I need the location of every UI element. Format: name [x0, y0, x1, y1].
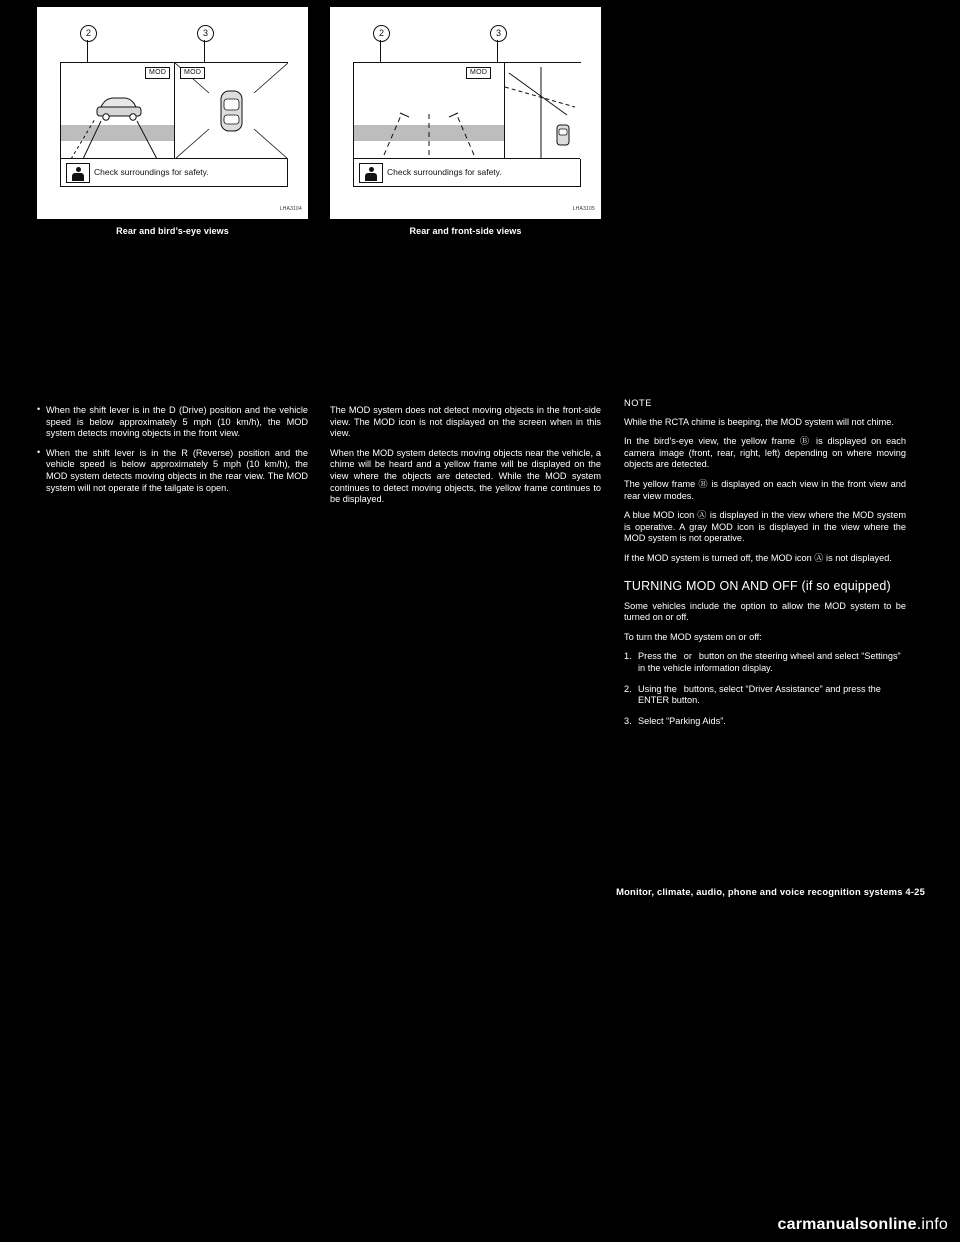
callout-3: 3 [197, 25, 214, 42]
figure-code: LHA3104 [279, 204, 303, 216]
leader-line [204, 40, 205, 62]
figure-two-inner [331, 8, 600, 218]
figure-code: LHA3105 [572, 204, 596, 216]
list-item: • When the shift lever is in the R (Reverse) position and the vehicle speed is below approximately 5 mph (10 km/h), the MOD system detects moving objects in the rear view. The MOD system will not operate if the tailgate is open. [37, 448, 308, 494]
monitor-screen [60, 62, 288, 187]
procedure-steps [624, 651, 906, 727]
warning-message-bar [354, 158, 580, 186]
watermark [778, 1216, 949, 1234]
note-paragraph: The yellow frame Ⓑ is displayed on each view in the front view and rear view modes. [624, 478, 906, 501]
warning-message-text: Check surroundings for safety. [387, 166, 502, 177]
column-three [624, 398, 906, 736]
step-item: Select “Parking Aids”. [638, 715, 726, 726]
list-item: • When the shift lever is in the D (Drive) position and the vehicle speed is below approximately 5 mph (10 km/h), the MOD system detects moving objects in the front view. [37, 405, 308, 440]
callout-2: 2 [80, 25, 97, 42]
section-paragraph: To turn the MOD system on or off: [624, 631, 762, 642]
monitor-screen [353, 62, 581, 187]
callout-2: 2 [373, 25, 390, 42]
mod-label-right: MOD [180, 67, 205, 79]
page-footer: Monitor, climate, audio, phone and voice recognition systems 4-25 [616, 886, 925, 897]
callout-3: 3 [490, 25, 507, 42]
mod-label-left: MOD [145, 67, 170, 79]
note-heading: NOTE [624, 398, 652, 408]
figure-rear-birdseye [37, 7, 308, 219]
watermark-suffix: .info [916, 1216, 948, 1233]
note-paragraph: If the MOD system is turned off, the MOD icon Ⓐ is not displayed. [624, 552, 892, 563]
figure-rear-frontside [330, 7, 601, 219]
section-heading: TURNING MOD ON AND OFF (if so equipped) [624, 578, 891, 593]
step-item: Using the buttons, select “Driver Assistance” and press the ENTER button. [638, 683, 881, 706]
paragraph: When the MOD system detects moving objects near the vehicle, a chime will be heard and a yellow frame will be displayed on the view where the objects are detected. While the MOD system continues to detect moving objects, the yellow frame continues to be displayed. [330, 447, 601, 505]
figure-two-caption: Rear and front-side views [409, 226, 522, 236]
note-paragraph: A blue MOD icon Ⓐ is displayed in the view where the MOD system is operative. A gray MOD icon is displayed in the view where the MOD system is not operative. [624, 510, 906, 544]
front-side-graphic [505, 63, 581, 159]
column-one [37, 28, 308, 502]
step-item: Press the or button on the steering wheel and select “Settings” in the vehicle information display. [638, 651, 901, 673]
figure-one-inner [38, 8, 307, 218]
figure-one-caption: Rear and bird’s-eye views [116, 226, 229, 236]
leader-line [87, 40, 88, 62]
leader-line [497, 40, 498, 62]
watermark-main: carmanualsonline [777, 1216, 917, 1233]
section-paragraph: Some vehicles include the option to allow the MOD system to be turned on or off. [624, 600, 906, 623]
note-paragraph: In the bird’s-eye view, the yellow frame Ⓑ is displayed on each camera image (front, rear, right, left) depending on where moving objects are detected. [624, 436, 906, 470]
figure-one-wrap [37, 7, 308, 238]
warning-message-text: Check surroundings for safety. [94, 166, 209, 177]
mod-label: MOD [466, 67, 491, 79]
column-one-bullets [37, 405, 308, 494]
pedestrian-warning-icon [359, 163, 383, 183]
column-two [330, 28, 601, 514]
warning-message-bar [61, 158, 287, 186]
note-paragraph: While the RCTA chime is beeping, the MOD system will not chime. [624, 416, 894, 427]
figure-two-wrap [330, 7, 601, 238]
leader-line [380, 40, 381, 62]
paragraph: The MOD system does not detect moving objects in the front-side view. The MOD icon is not displayed on the screen when in this view. [330, 405, 601, 439]
front-side-view-pane [505, 63, 581, 159]
pedestrian-warning-icon [66, 163, 90, 183]
